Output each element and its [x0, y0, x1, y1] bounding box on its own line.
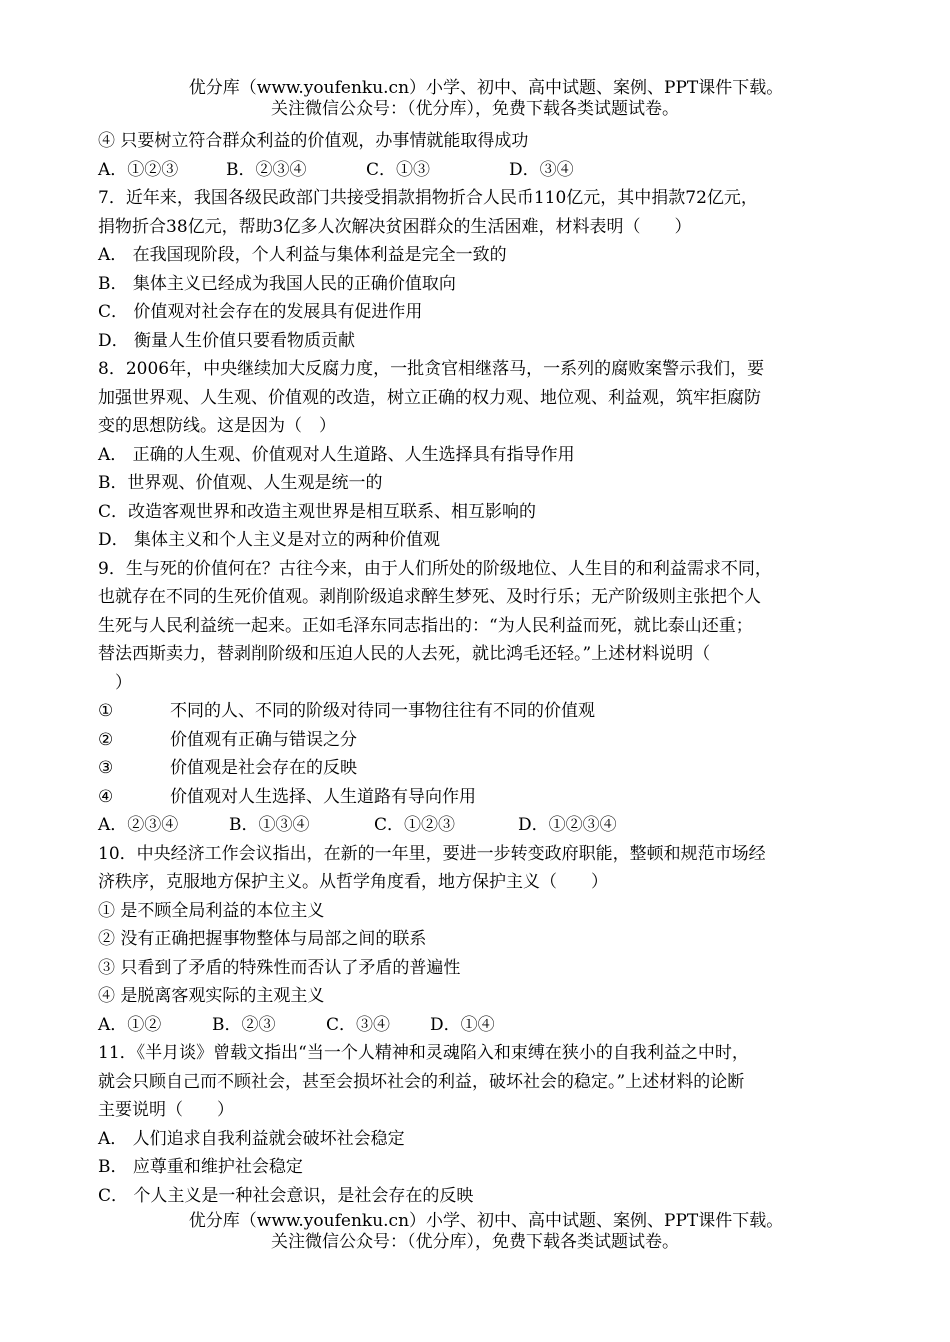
q6-options — [98, 156, 858, 185]
header-line-1: 优分库（www.youfenku.cn）小学、初中、高中试题、案例、PPT课件下载。 — [188, 78, 784, 98]
q8-stem-line: 加强世界观、人生观、价值观的改造，树立正确的权力观、地位观、利益观，筑牢拒腐防 — [98, 387, 761, 408]
q10-option-b: B．②③ — [212, 1014, 276, 1035]
q10-item-2: ② 没有正确把握事物整体与局部之间的联系 — [98, 929, 427, 949]
q10-options — [98, 1011, 858, 1040]
q10-option-d: D．①④ — [430, 1014, 495, 1035]
footer-line-1: 优分库（www.youfenku.cn）小学、初中、高中试题、案例、PPT课件下载。 — [188, 1211, 784, 1231]
question-8 — [98, 355, 858, 555]
q9-option-d: D．①②③④ — [518, 815, 617, 835]
q8-stem-line: 变的思想防线。这是因为（ ） — [98, 416, 336, 436]
q11-option-b: B． 应尊重和维护社会稳定 — [98, 1157, 303, 1177]
q10-item-3: ③ 只看到了矛盾的特殊性而否认了矛盾的普遍性 — [98, 957, 461, 978]
page-footer — [0, 1211, 950, 1253]
q10-stem-line: 济秩序，克服地方保护主义。从哲学角度看，地方保护主义（ ） — [98, 872, 608, 892]
document-body — [98, 127, 858, 1210]
q9-option-c: C．①②③ — [374, 815, 456, 835]
q9-stem-line: 替法西斯卖力，替剥削阶级和压迫人民的人去死，就比鸿毛还轻。”上述材料说明（ — [98, 644, 711, 664]
q7-option-c: C． 价值观对社会存在的发展具有促进作用 — [98, 302, 423, 322]
page-header — [0, 78, 950, 120]
q9-stem-line: ） — [98, 672, 132, 693]
q8-option-d: D． 集体主义和个人主义是对立的两种价值观 — [98, 530, 441, 550]
q9-item-2: ② 价值观有正确与错误之分 — [98, 729, 357, 750]
question-9 — [98, 555, 858, 840]
q9-item-1: ① 不同的人、不同的阶级对待同一事物往往有不同的价值观 — [98, 701, 595, 721]
q6-option-d: D．③④ — [509, 159, 574, 180]
q7-option-a: A． 在我国现阶段，个人利益与集体利益是完全一致的 — [98, 245, 507, 265]
q10-stem-line: 10．中央经济工作会议指出，在新的一年里，要进一步转变政府职能，整顿和规范市场经 — [98, 843, 766, 864]
question-11 — [98, 1039, 858, 1210]
q7-stem-line: 捐物折合38亿元，帮助3亿多人次解决贫困群众的生活困难，材料表明（ ） — [98, 216, 692, 237]
q8-option-a: A． 正确的人生观、价值观对人生道路、人生选择具有指导作用 — [98, 444, 575, 465]
q9-option-a: A．②③④ — [98, 815, 179, 835]
question-6-tail — [98, 127, 858, 184]
q10-option-a: A．①② — [98, 1014, 162, 1035]
q6-item-4: ④ 只要树立符合群众利益的价值观，办事情就能取得成功 — [98, 131, 529, 151]
q11-option-a: A． 人们追求自我利益就会破坏社会稳定 — [98, 1128, 405, 1149]
q11-option-c: C． 个人主义是一种社会意识，是社会存在的反映 — [98, 1185, 474, 1206]
q8-stem-line: 8．2006年，中央继续加大反腐力度，一批贪官相继落马，一系列的腐败案警示我们，要 — [98, 359, 765, 379]
q9-item-4: ④ 价值观对人生选择、人生道路有导向作用 — [98, 786, 476, 807]
q11-stem-line: 主要说明（ ） — [98, 1100, 234, 1120]
q10-item-1: ① 是不顾全局利益的本位主义 — [98, 900, 325, 921]
q8-option-c: C．改造客观世界和改造主观世界是相互联系、相互影响的 — [98, 501, 537, 522]
q9-option-b: B．①③④ — [229, 815, 310, 835]
q6-option-b: B．②③④ — [226, 159, 307, 180]
q11-stem-line: 就会只顾自己而不顾社会，甚至会损坏社会的利益，破坏社会的稳定。”上述材料的论断 — [98, 1071, 745, 1092]
q8-option-b: B．世界观、价值观、人生观是统一的 — [98, 473, 383, 493]
q11-stem-line: 11．《半月谈》曾载文指出“当一个人精神和灵魂陷入和束缚在狭小的自我利益之中时， — [98, 1043, 749, 1063]
q6-option-c: C．①③ — [366, 159, 431, 180]
q10-item-4: ④ 是脱离客观实际的主观主义 — [98, 986, 325, 1006]
footer-line-2: 关注微信公众号：（优分库），免费下载各类试题试卷。 — [271, 1232, 679, 1252]
header-line-2: 关注微信公众号：（优分库），免费下载各类试题试卷。 — [271, 99, 679, 119]
question-10 — [98, 840, 858, 1040]
q7-option-d: D． 衡量人生价值只要看物质贡献 — [98, 330, 356, 351]
q7-option-b: B． 集体主义已经成为我国人民的正确价值取向 — [98, 273, 456, 294]
question-7 — [98, 184, 858, 355]
q9-stem-line: 也就存在不同的生死价值观。剥削阶级追求醉生梦死、及时行乐；无产阶级则主张把个人 — [98, 587, 761, 607]
q9-stem-line: 9．生与死的价值何在？古往今来，由于人们所处的阶级地位、人生目的和利益需求不同， — [98, 558, 772, 579]
q9-stem-line: 生死与人民利益统一起来。正如毛泽东同志指出的：“为人民利益而死，就比泰山还重； — [98, 615, 753, 636]
q10-option-c: C．③④ — [326, 1014, 391, 1035]
q9-options — [98, 811, 858, 840]
q9-item-3: ③ 价值观是社会存在的反映 — [98, 758, 357, 778]
q7-stem-line: 7．近年来，我国各级民政部门共接受捐款捐物折合人民币110亿元，其中捐款72亿元， — [98, 188, 758, 208]
q6-option-a: A．①②③ — [98, 159, 179, 180]
